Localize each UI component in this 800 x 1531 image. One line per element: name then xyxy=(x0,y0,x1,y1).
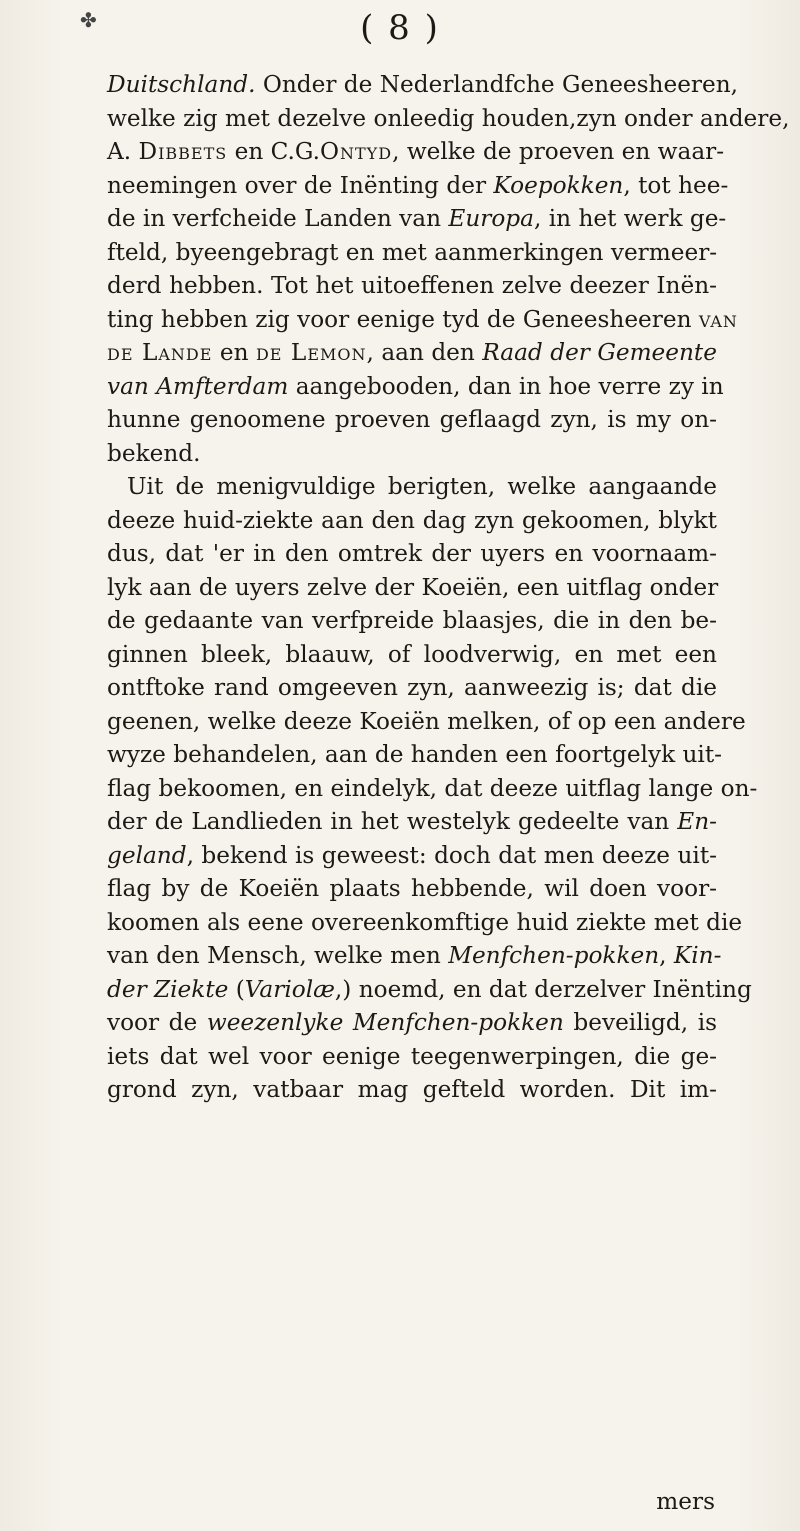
text-line: hunne genoomene proeven geflaagd zyn, is my on- xyxy=(107,406,717,433)
text-line: der de Landlieden in het westelyk gedeelte van En- xyxy=(107,808,717,835)
text-line: voor de weezenlyke Menfchen-pokken beveiligd, is xyxy=(107,1009,718,1036)
text-line: Uit de menigvuldige berigten, welke aangaande xyxy=(127,473,717,500)
text-line: Duitschland. Onder de Nederlandfche Geneesheeren, xyxy=(107,71,739,98)
text-line: A. Dibbets en C.G.Ontyd, welke de proeven en waar- xyxy=(107,138,725,165)
text-line: geland, bekend is geweest: doch dat men deeze uit- xyxy=(107,841,717,869)
text-line: van den Mensch, welke men Menfchen-pokken, Kin- xyxy=(107,942,722,969)
text-line: ontftoke rand omgeeven zyn, aanweezig is; dat die xyxy=(107,674,717,701)
text-line: grond zyn, vatbaar mag gefteld worden. Dit im- xyxy=(107,1076,717,1103)
text-line: welke zig met dezelve onleedig houden,zyn onder andere, xyxy=(107,104,790,132)
text-line: de gedaante van verfpreide blaasjes, die in den be- xyxy=(107,607,717,634)
text-line: iets dat wel voor eenige teegenwerpingen, die ge- xyxy=(107,1042,717,1070)
text-line: lyk aan de uyers zelve der Koeiën, een uitflag onder xyxy=(107,573,719,601)
ink-blot: ✤ xyxy=(80,8,97,32)
body-text xyxy=(107,68,790,1107)
page-number: ( 8 ) xyxy=(360,8,440,48)
catchword: mers xyxy=(656,1488,715,1515)
text-line: geenen, welke deeze Koeiën melken, of op een andere xyxy=(107,707,746,735)
text-line: wyze behandelen, aan de handen een foortgelyk uit- xyxy=(107,741,723,768)
text-line: derd hebben. Tot het uitoeffenen zelve deezer Inën- xyxy=(107,272,717,299)
text-line: fteld, byeengebragt en met aanmerkingen vermeer- xyxy=(107,238,718,266)
text-line: de Lande en de Lemon, aan den Raad der Gemeente xyxy=(107,339,717,366)
text-line: dus, dat 'er in den omtrek der uyers en voornaam- xyxy=(107,540,717,567)
text-line: de in verfcheide Landen van Europa, in het werk ge- xyxy=(107,205,727,232)
text-line: koomen als eene overeenkomftige huid ziekte met die xyxy=(107,908,743,936)
text-line: ting hebben zig voor eenige tyd de Geneesheeren van xyxy=(107,305,738,333)
text-line: flag bekoomen, en eindelyk, dat deeze uitflag lange on- xyxy=(107,774,758,802)
text-line: neemingen over de Inënting der Koepokken, tot hee- xyxy=(107,171,729,199)
text-line: bekend. xyxy=(107,439,201,467)
text-line: flag by de Koeiën plaats hebbende, wil doen voor- xyxy=(107,875,717,902)
text-line: der Ziekte (Variolæ,) noemd, en dat derzelver Inënting xyxy=(107,975,752,1003)
text-line: deeze huid-ziekte aan den dag zyn gekoomen, blykt xyxy=(107,506,717,534)
text-line: van Amfterdam aangebooden, dan in hoe verre zy in xyxy=(107,372,724,400)
text-line: ginnen bleek, blaauw, of loodverwig, en met een xyxy=(107,640,717,668)
